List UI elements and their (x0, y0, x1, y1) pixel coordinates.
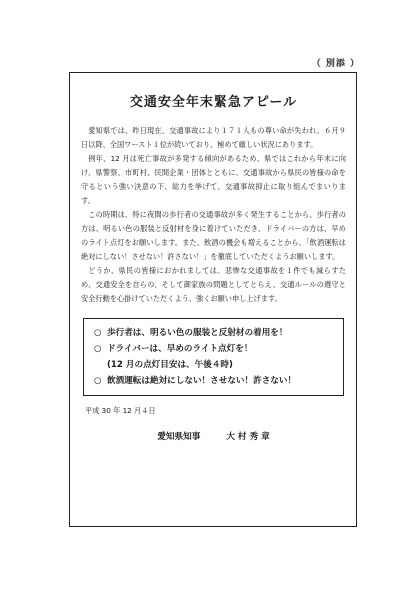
paragraph-2: 例年、12 月は死亡事故が多発する傾向があるため、県ではこれから年末に向け、県警察、市町村、民間企業・団体とともに、交通事故から県民の皆様の命を守るという強い決意の下、総力を挙げて、交通事故抑止に取り組んでまいります。 (81, 154, 346, 205)
paragraph-4: どうか、県民の皆様におかれましては、悲惨な交通事故を１件でも減らすため、交通安全を自らの、そして御家族の問題としてとらえ、交通ルールの遵守と安全行動を心掛けていただくよう、強くお願い申し上げます。 (81, 266, 346, 303)
appendix-tag: （ 別添 ） (311, 59, 360, 69)
circle-bullet-icon: ○ (94, 344, 102, 354)
circle-bullet-icon: ○ (94, 376, 102, 386)
signature (81, 430, 346, 442)
key-point-drunk-driving (94, 373, 337, 389)
key-point-text: ドライバーは、早めのライト点灯を！ (107, 344, 253, 354)
key-point-pedestrian (94, 325, 337, 341)
issue-date: 平成 30 年 12 月４日 (85, 406, 156, 415)
paragraph-3: この時期は、特に夜間の歩行者の交通事故が多く発生することから、歩行者の方は、明るい色の服装と反射材を身に着けていただき、ドライバーの方は、早めのライト点灯をお願いします。また、飲酒の機会も増えることから、「飲酒運転は絶対にしない！させない！許さない！」を徹底していただくようお願いします。 (81, 210, 346, 261)
signature-role: 愛知県知事 (157, 432, 201, 442)
key-points-box (83, 318, 344, 396)
circle-bullet-icon: ○ (94, 328, 102, 338)
key-point-text: 歩行者は、明るい色の服装と反射材の着用を！ (107, 328, 288, 338)
appeal-title: 交通安全年末緊急アピール (129, 95, 298, 110)
key-point-driver (94, 341, 337, 357)
paragraph-1: 愛知県では、昨日現在、交通事故により１７１人もの尊い命が失われ、６月９日以降、全国ワースト１位が続いており、極めて厳しい状況にあります。 (81, 126, 346, 149)
appeal-frame (69, 72, 357, 527)
signature-name: 大 村 秀 章 (226, 432, 270, 442)
key-point-text: 飲酒運転は絶対にしない！させない！許さない！ (107, 376, 297, 386)
key-point-subnote: (12 月の点灯目安は、午後４時) (107, 360, 233, 370)
